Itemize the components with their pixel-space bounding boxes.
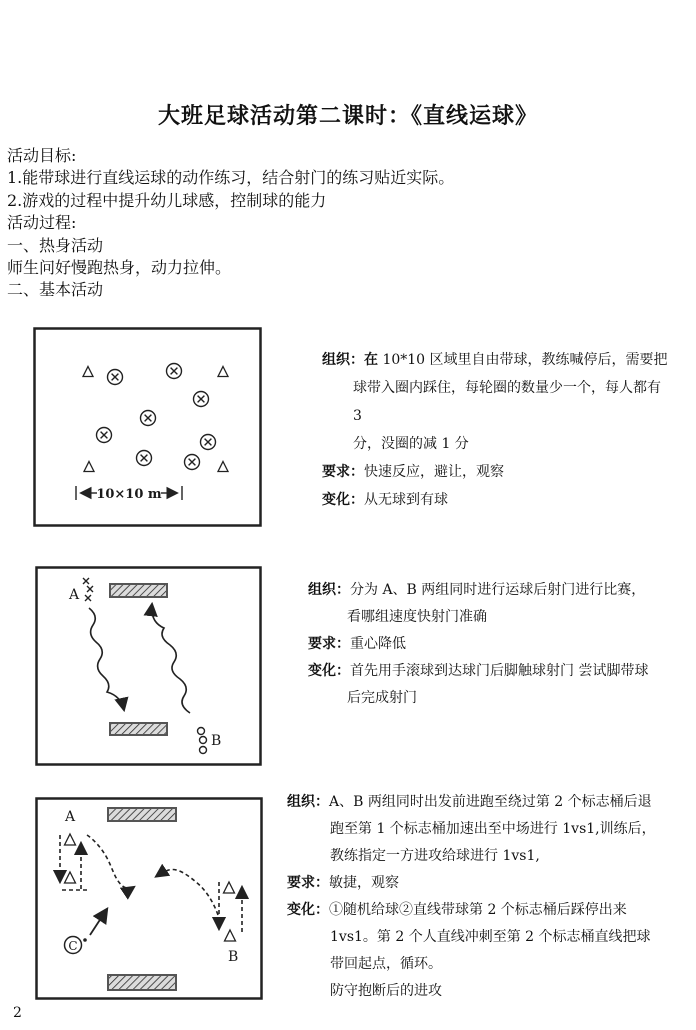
intro-line: 活动目标: — [7, 146, 77, 165]
cone-icon — [83, 367, 93, 377]
text-line: 变化：①随机给球②直线带球第 2 个标志桶后踩停出来 — [287, 902, 627, 918]
group-b-label: B — [211, 733, 222, 749]
page-number: 2 — [13, 1005, 22, 1021]
group-a-players — [83, 578, 93, 601]
text-line: 1vs1。第 2 个人直线冲刺至第 2 个标志桶直线把球 — [330, 929, 651, 945]
cone-icon — [84, 462, 94, 472]
dribble-path-a — [89, 608, 124, 710]
dribble-path-b — [152, 604, 190, 713]
goal-icon — [110, 584, 167, 597]
text-line: 组织：分为 A、B 两组同时进行运球后射门进行比赛， — [308, 582, 646, 598]
intro-line: 一、热身活动 — [7, 235, 104, 255]
text-line: 球带入圈内踩住，每轮圈的数量少一个，每人都有 — [353, 380, 661, 396]
player-with-ball-icons — [97, 364, 216, 470]
player-with-ball-icon — [97, 428, 112, 443]
text-line: 变化：首先用手滚球到达球门后脚触球射门 尝试脚带球 — [308, 663, 649, 679]
cone-icon — [218, 462, 228, 472]
intro-block — [7, 145, 454, 302]
cone-icon — [65, 872, 76, 883]
player-with-ball-icon — [141, 411, 156, 426]
diagram-cone-run-1vs1 — [35, 797, 263, 1000]
row-label: 要求： — [322, 464, 364, 480]
player-with-ball-icon — [167, 364, 182, 379]
goal-icon — [108, 975, 176, 990]
ball-icon — [198, 728, 205, 735]
dimension-label: 10×10 m — [96, 487, 162, 502]
row-label: 组织： — [322, 352, 364, 368]
goal-icon — [108, 808, 176, 821]
activity-section-3 — [287, 789, 656, 1005]
page-title: 大班足球活动第二课时：《直线运球》 — [157, 103, 538, 129]
coach-label: C — [68, 939, 78, 953]
field-border — [37, 799, 262, 999]
intro-line: 师生问好慢跑热身，动力拉伸。 — [7, 257, 232, 277]
row-emphasis: 在 — [364, 352, 378, 368]
diagram-two-group-shooting — [35, 566, 262, 766]
intro-line: 活动过程: — [7, 213, 77, 233]
ball-icon — [200, 737, 207, 744]
group-b-balls — [198, 728, 207, 754]
player-x-icon — [85, 595, 91, 601]
group-a-label: A — [65, 809, 76, 825]
group-b-label: B — [228, 949, 239, 965]
text-line: 分，没圈的减 1 分 — [353, 436, 469, 452]
group-a-label: A — [69, 587, 80, 603]
cone-icon — [225, 930, 236, 941]
cone-icon — [224, 882, 235, 893]
intro-line: 1.能带球进行直线运球的动作练习，结合射门的练习贴近实际。 — [7, 168, 455, 188]
player-with-ball-icon — [185, 455, 200, 470]
row-label: 要求： — [287, 875, 329, 891]
text-line: 要求：快速反应，避让，观察 — [322, 464, 504, 480]
goal-icon — [110, 723, 167, 735]
intro-line: 二、基本活动 — [7, 280, 104, 300]
activity-section-1 — [322, 346, 668, 514]
ball-icon — [200, 747, 207, 754]
text-line: 变化：从无球到有球 — [322, 492, 448, 508]
player-with-ball-icon — [201, 435, 216, 450]
run-paths — [60, 835, 242, 932]
text-line: 跑至第 1 个标志桶加速出至中场进行 1vs1,训练后， — [330, 821, 656, 837]
text-line: 3 — [353, 408, 362, 424]
player-with-ball-icon — [194, 392, 209, 407]
cone-icons — [65, 834, 236, 941]
text-line: 防守抱断后的进攻 — [330, 983, 442, 999]
intro-line: 2.游戏的过程中提升幼儿球感，控制球的能力 — [7, 190, 327, 210]
cone-icon — [218, 367, 228, 377]
run-path-to-midfield-b — [156, 869, 218, 915]
player-x-icon — [87, 586, 93, 592]
activity-section-2 — [308, 577, 648, 712]
player-with-ball-icon — [137, 451, 152, 466]
text-line: 要求：重心降低 — [308, 636, 406, 652]
text-line: 看哪组速度快射门准确 — [347, 609, 487, 625]
run-path-to-midfield-a — [87, 835, 134, 889]
player-x-icon — [83, 578, 89, 584]
text-line: 组织：A、B 两组同时出发前进跑至绕过第 2 个标志桶后退 — [287, 794, 652, 810]
pass-arrow — [90, 909, 107, 935]
diagram-free-dribble-area — [33, 327, 262, 527]
row-label: 变化： — [322, 492, 364, 508]
text-line: 要求：敏捷，观察 — [287, 875, 399, 891]
row-label: 要求： — [308, 636, 350, 652]
text-line: 教练指定一方进攻给球进行 1vs1, — [330, 848, 540, 864]
ball-dot-icon — [83, 938, 87, 942]
text-line: 后完成射门 — [347, 690, 417, 706]
row-label: 变化： — [287, 902, 329, 918]
row-label: 变化： — [308, 663, 350, 679]
text-line: 组织：在 10*10 区域里自由带球，教练喊停后，需要把 — [322, 352, 668, 368]
player-with-ball-icon — [108, 370, 123, 385]
cone-icon — [65, 834, 76, 845]
text-line: 带回起点，循环。 — [330, 956, 442, 972]
row-label: 组织： — [308, 582, 350, 598]
coach-icon — [65, 937, 87, 954]
row-label: 组织： — [287, 794, 329, 810]
